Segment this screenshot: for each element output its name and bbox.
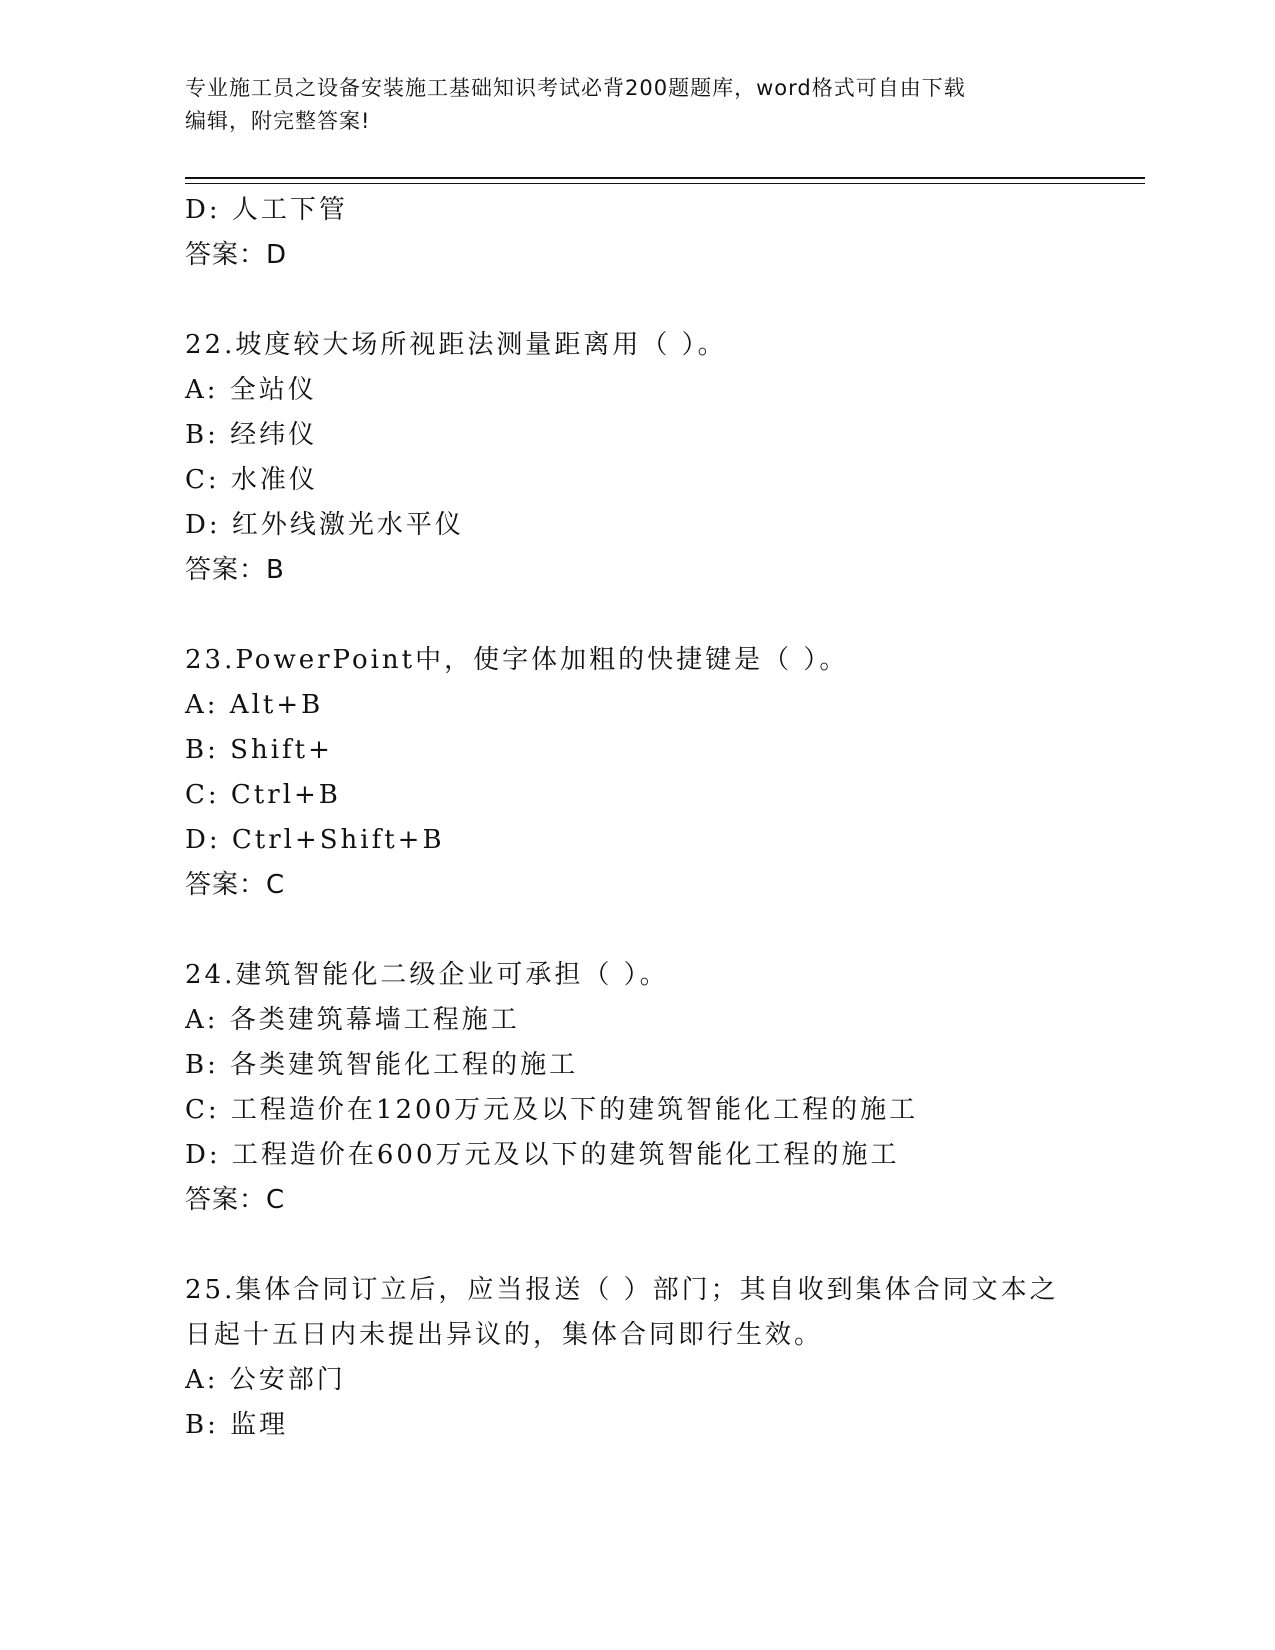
answer-label: 答案：D: [185, 240, 288, 270]
option-b: B: 经纬仪: [185, 420, 318, 450]
spacer: [185, 278, 1085, 323]
question-25: [185, 1268, 1085, 1448]
header-divider-thick: [185, 177, 1145, 179]
question-list: [185, 188, 1085, 1448]
question-stem: 24.建筑智能化二级企业可承担（ ）。: [185, 960, 669, 990]
option-b: B: Shift+: [185, 735, 333, 765]
option-b: B: 各类建筑智能化工程的施工: [185, 1050, 579, 1080]
document-header: [185, 72, 1085, 138]
option-c: C: Ctrl+B: [185, 780, 341, 810]
option-d: D: 人工下管: [185, 195, 348, 225]
question-24: [185, 953, 1085, 1223]
question-stem: 23.PowerPoint中，使字体加粗的快捷键是（ ）。: [185, 645, 849, 675]
spacer: [185, 593, 1085, 638]
answer-label: 答案：B: [185, 555, 285, 585]
question-21-continuation: [185, 188, 1085, 278]
option-a: A: Alt+B: [185, 690, 324, 720]
option-b: B: 监理: [185, 1410, 289, 1440]
question-stem: 25.集体合同订立后，应当报送（ ）部门；其自收到集体合同文本之: [185, 1275, 1059, 1305]
answer-label: 答案：C: [185, 1185, 286, 1215]
option-d: D: Ctrl+Shift+B: [185, 825, 445, 855]
header-title-line-1: 专业施工员之设备安装施工基础知识考试必背200题题库，word格式可自由下载: [185, 76, 966, 100]
question-22: [185, 323, 1085, 593]
spacer: [185, 1223, 1085, 1268]
option-d: D: 工程造价在600万元及以下的建筑智能化工程的施工: [185, 1140, 900, 1170]
question-stem-continued: 日起十五日内未提出异议的，集体合同即行生效。: [185, 1320, 824, 1350]
option-d: D: 红外线激光水平仪: [185, 510, 464, 540]
option-a: A: 全站仪: [185, 375, 317, 405]
header-title-line-2: 编辑，附完整答案!: [185, 109, 371, 133]
option-a: A: 公安部门: [185, 1365, 346, 1395]
header-divider-thin: [185, 183, 1145, 184]
spacer: [185, 908, 1085, 953]
question-23: [185, 638, 1085, 908]
option-c: C: 水准仪: [185, 465, 318, 495]
question-stem: 22.坡度较大场所视距法测量距离用（ ）。: [185, 330, 727, 360]
answer-label: 答案：C: [185, 870, 286, 900]
option-c: C: 工程造价在1200万元及以下的建筑智能化工程的施工: [185, 1095, 919, 1125]
option-a: A: 各类建筑幕墙工程施工: [185, 1005, 520, 1035]
